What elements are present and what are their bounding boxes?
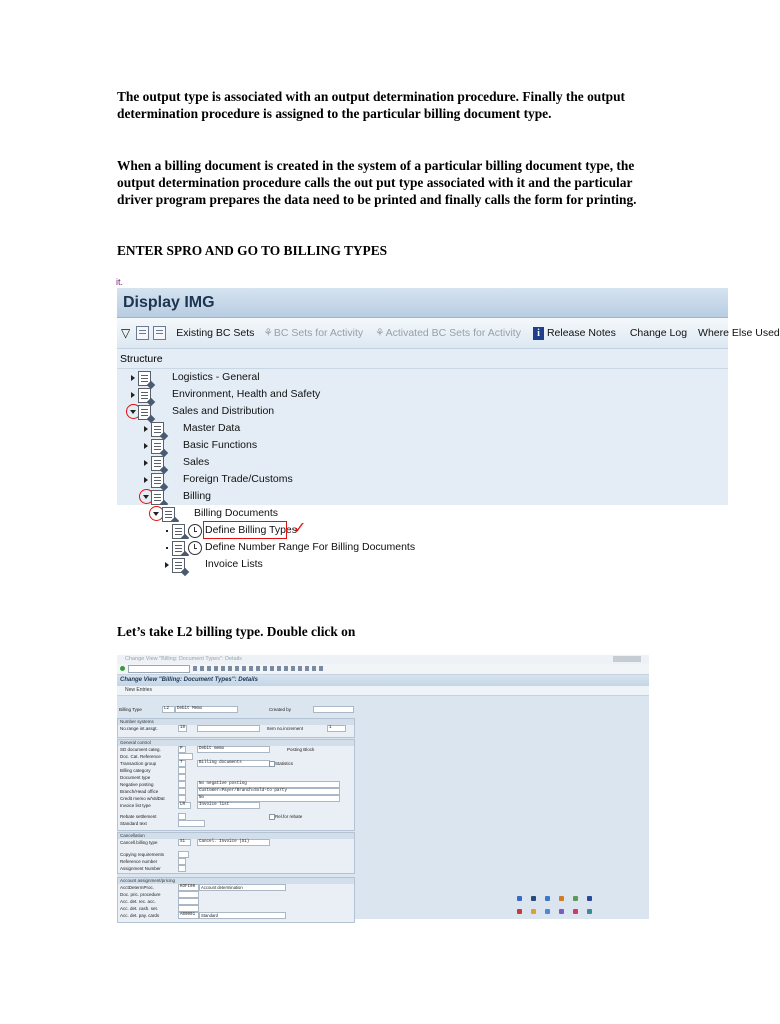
document-icon [151,456,164,471]
copy-icon[interactable] [153,326,168,340]
tray-icon[interactable] [531,896,536,901]
tree-label: Master Data [183,422,241,434]
invoice-list-desc: Invoice list [197,802,260,809]
field-label: Statistics [275,761,294,766]
tree-node-billing[interactable] [117,488,728,505]
field-label: AcctDetermProc. [120,885,155,890]
tree-node-billing-documents[interactable] [117,505,728,522]
expand-arrow-icon[interactable] [144,426,148,432]
tray-icon[interactable] [559,909,564,914]
activated-bc-sets-icon: ⚘ [375,327,385,339]
assignment-number-field[interactable] [178,865,186,872]
field-label: Cancell.billing type [120,840,158,845]
field-label: Document type [120,775,151,780]
bc-sets-for-activity-button[interactable]: BC Sets for Activity [273,327,364,339]
enter-icon[interactable] [120,666,125,671]
branch-office-field[interactable] [178,788,186,795]
field-label: Invoice list type [120,803,151,808]
tree-label: Billing [183,490,212,502]
document-icon [151,439,164,454]
tree-node-define-billing-types[interactable] [117,522,728,539]
window-title [117,655,649,664]
info-icon: i [533,327,547,340]
bc-sets-activity-icon: ⚘ [263,327,273,339]
tree-label: Environment, Health and Safety [172,388,321,400]
copying-req-field[interactable] [178,851,189,858]
field-label: SD document categ. [120,747,161,752]
created-by-label: Created by [269,707,292,712]
invoice-list-field[interactable]: LR [178,802,191,809]
acct-determ-field[interactable]: KOFI00 [178,884,199,891]
field-label: Doc. Cat. Reference [120,754,161,759]
sd-category-field[interactable]: P [178,746,186,753]
tray-icon[interactable] [545,909,550,914]
billing-type-desc: Debit Memo [175,706,238,713]
window-title-text: Change View "Billing: Document Types": Details [125,656,242,662]
billing-category-field[interactable] [178,767,186,774]
expand-arrow-icon[interactable] [144,443,148,449]
credit-memo-field[interactable] [178,795,186,802]
tree-node-basic-functions[interactable] [117,437,728,454]
new-entries-button[interactable]: New Entries [125,687,152,693]
field-label: Assignment Number [120,866,161,871]
expand-arrow-icon[interactable] [131,375,135,381]
intro-paragraph: The output type is associated with an output determination procedure. Finally the output determination procedure is assigned to the particular billing document type. [117,89,626,121]
field-label: Rebate settlement [120,814,157,819]
tree-node-sales[interactable] [117,454,728,471]
document-icon [162,507,175,522]
tray-icons [512,893,627,917]
reference-number-field[interactable] [178,858,186,865]
tray-icon[interactable] [587,909,592,914]
credit-memo-desc: No [197,795,340,802]
negative-posting-desc: No negative posting [197,781,340,788]
field-label: Copying requirements [120,852,165,857]
execute-clock-icon[interactable] [188,541,202,555]
group-header: Number systems [118,719,354,725]
group-header: Cancellation [118,833,354,839]
section-heading: ENTER SPRO AND GO TO BILLING TYPES [117,243,388,258]
screen-title: Change View "Billing: Document Types": Details [117,675,649,686]
tray-icon[interactable] [531,909,536,914]
document-icon [151,473,164,488]
rebate-field[interactable] [178,813,186,820]
billing-type-field[interactable]: L2 [162,706,175,713]
filter-icon[interactable]: ▽ [121,326,131,340]
rec-acc-field[interactable] [178,898,199,905]
expand-arrow-icon[interactable] [165,562,169,568]
number-range-field[interactable]: 19 [180,726,186,730]
acct-determ-desc: Account determination [199,884,286,891]
tree-node-ehs[interactable] [117,386,728,403]
billing-paragraph: When a billing document is created in the system of a particular billing document type, the output determination procedure calls the out put type associated with it and the particular driver program prepares the data need to be printed and finally calls the form for printing. [117,158,637,207]
structure-header: Structure [117,351,728,369]
field-label: Item no.increment [267,726,304,731]
expand-arrow-icon[interactable] [131,392,135,398]
stray-text: it. [116,277,124,287]
tray-icon[interactable] [517,909,522,914]
change-log-button[interactable]: Change Log [629,327,688,339]
tree-label: Billing Documents [194,507,279,519]
field-label: Billing category [120,768,151,773]
tray-icon[interactable] [517,896,522,901]
screen-title: Display IMG [117,288,728,318]
red-highlight-box [203,521,287,539]
app-toolbar [117,686,649,696]
img-tree [117,369,728,573]
command-bar [117,664,649,675]
created-by-field [313,706,354,713]
tree-label: Invoice Lists [205,558,263,570]
tree-label: Sales and Distribution [172,405,275,417]
tree-label: Define Number Range For Billing Documents [205,541,416,553]
release-notes-button[interactable]: Release Notes [546,327,616,339]
pay-cards-desc: Standard [199,912,286,919]
tree-node-invoice-lists[interactable] [117,556,728,573]
field-label: Credit memo w/ValDat [120,796,165,801]
field-label: Acc. det. rec. acc. [120,899,156,904]
field-label: Transaction group [120,761,157,766]
tree-node-master-data[interactable] [117,420,728,437]
checkmark-icon: ✓ [293,520,307,537]
tree-label: Define Billing Types [205,524,298,536]
branch-office-desc: Customer=Payer/Branch=Sold-to party [197,788,340,795]
img-toolbar [117,318,780,349]
field-label: Acc. det. pay. cards [120,913,160,918]
sd-category-desc: Debit memo [197,746,270,753]
field-label: Branch/Head office [120,789,159,794]
cancellation-type-desc: Cancel. Invoice (S1) [197,839,270,846]
cash-set-field[interactable] [178,905,199,912]
instruction-paragraph: Let’s take L2 billing type. Double click on [117,624,356,639]
document-type-field[interactable] [178,774,186,781]
field-label: Acc. det. cash. set. [120,906,159,911]
standard-text-field[interactable] [178,820,205,827]
negative-posting-field[interactable] [178,781,186,788]
field-label: No.range int.assgt. [120,726,158,731]
transaction-group-desc: Billing documents [197,760,270,767]
existing-bc-sets-button[interactable]: Existing BC Sets [176,327,255,339]
document-icon [138,405,151,420]
bookmark-icon[interactable] [136,326,151,340]
tree-label: Basic Functions [183,439,258,451]
window-controls[interactable] [613,656,641,662]
field-label: Rel.for rebate [275,814,303,819]
field-label: Reference number [120,859,158,864]
activated-bc-sets-button[interactable]: Activated BC Sets for Activity [385,327,521,339]
document-icon [172,558,185,573]
doc-cat-ref-field[interactable] [178,753,193,760]
tray-icon[interactable] [587,896,592,901]
field-label: Negative posting [120,782,154,787]
transaction-group-field[interactable]: 7 [178,760,186,767]
field-label: Doc. pric. procedure [120,892,161,897]
document-icon [138,388,151,403]
tree-label: Logistics - General [172,371,260,383]
pay-cards-field[interactable]: A00001 [178,912,199,919]
field-label: Posting Block [287,747,315,752]
tray-icon[interactable] [545,896,550,901]
item-increment-field[interactable]: 1 [327,725,346,732]
where-else-used-button[interactable]: Where Else Used [698,327,780,339]
group-header: General control [118,740,354,746]
document-icon [151,422,164,437]
tree-label: Foreign Trade/Customs [183,473,293,485]
tree-node-foreign-trade[interactable] [117,471,728,488]
tree-label: Sales [183,456,210,468]
expand-arrow-icon[interactable] [144,460,148,466]
billing-type-label: Billing Type [119,707,142,712]
display-img-screenshot [117,288,780,573]
tray-icon[interactable] [573,896,578,901]
toolbar-icons[interactable] [193,666,323,671]
tree-node-sales-distribution[interactable] [117,403,728,420]
tray-icon[interactable] [573,909,578,914]
change-view-screenshot [117,655,649,919]
tree-node-define-number-range[interactable] [117,539,728,556]
expand-arrow-icon[interactable] [144,477,148,483]
document-icon [138,371,151,386]
document-icon [172,524,185,539]
document-icon [172,541,185,556]
tree-node-logistics[interactable] [117,369,728,386]
execute-clock-icon[interactable] [188,524,202,538]
document-icon [151,490,164,505]
pricing-procedure-field[interactable] [178,891,199,898]
group-header: Account assignment/pricing [118,878,354,884]
field-label: Standard text [120,821,147,826]
command-field[interactable] [128,665,190,673]
cancellation-type-field[interactable]: S1 [178,839,191,846]
tray-icon[interactable] [559,896,564,901]
